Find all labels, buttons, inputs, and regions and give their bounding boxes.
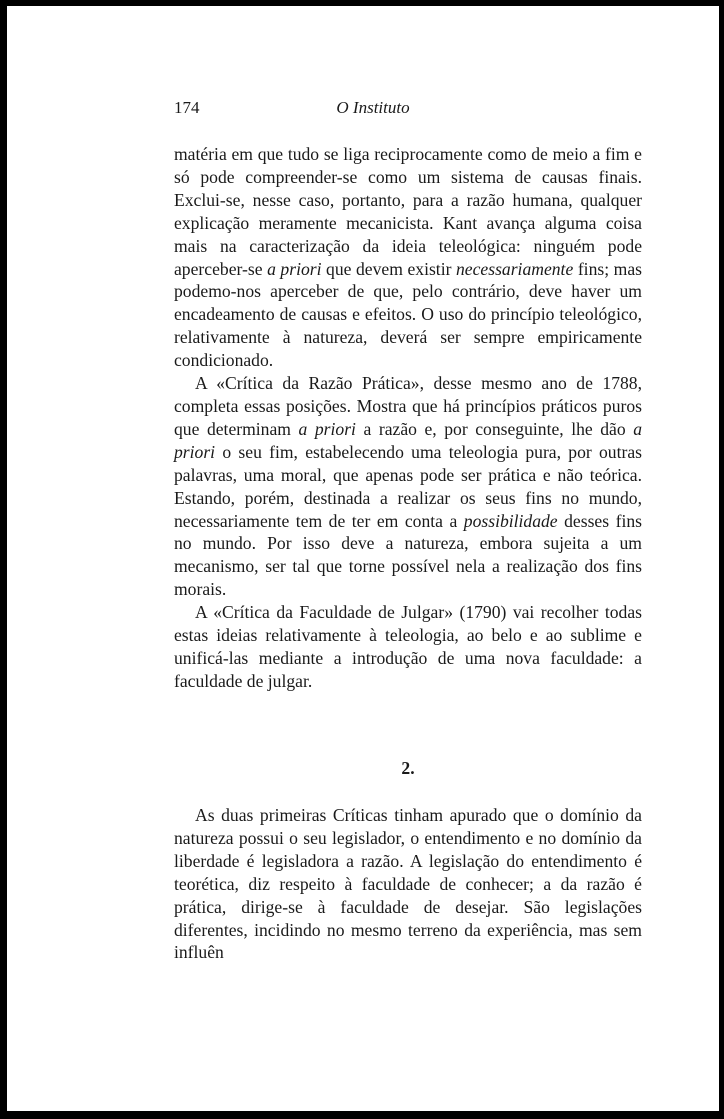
italic-phrase: a priori [298, 418, 356, 439]
section-2-body [174, 804, 642, 964]
text-run: As duas primeiras Críticas tinham apurado que o domínio da natureza possui o seu legislador, o entendimento e no domínio da liberdade é legisladora a razão. A legislação do entendimento é teorética, diz respeito à faculdade de conhecer; a da razão é prática, dirige-se à faculdade de desejar. São legislações diferentes, incidindo no mesmo terreno da experiência, mas sem influên [174, 805, 642, 963]
page-header [174, 98, 642, 122]
italic-phrase: possibilidade [463, 510, 558, 531]
italic-phrase: a priori [267, 258, 322, 279]
paragraph [174, 601, 642, 693]
section-number: 2. [401, 758, 415, 778]
italic-phrase: necessariamente [456, 258, 574, 279]
page-number: 174 [174, 98, 200, 117]
italic-phrase: a priori [174, 418, 643, 462]
section-1-body [174, 143, 642, 693]
text-run: que devem existir [321, 258, 456, 279]
running-head: O Instituto [336, 98, 410, 117]
paragraph [174, 372, 642, 601]
text-run: fins; mas podemo-nos aperceber de que, pelo contrário, deve haver um encadeamento de causas e efeitos. O uso do princípio teleológico, relativamente à natureza, deverá ser sempre empiricamente condicionado. [174, 258, 642, 371]
paragraph [174, 143, 642, 372]
text-run: desses fins no mundo. Por isso deve a natureza, embora sujeita a um mecanismo, ser tal que torne possível nela a realização dos fins morais. [174, 510, 642, 600]
paragraph [174, 804, 642, 964]
text-run: a razão e, por conseguinte, lhe dão [355, 418, 634, 439]
text-run: A «Crítica da Razão Prática», desse mesmo ano de 1788, completa essas posições. Mostra que há princípios práticos puros que determinam [174, 373, 642, 439]
text-run: matéria em que tudo se liga reciprocamente como de meio a fim e só pode compreender-se como um sistema de causas finais. Exclui-se, nesse caso, portanto, para a razão humana, qualquer explicação meramente mecanicista. Kant avança alguma coisa mais na caracterização da ideia teleológica: ninguém pode aperceber-se [174, 144, 642, 279]
text-run: A «Crítica da Faculdade de Julgar» (1790) vai recolher todas estas ideias relativamente à teleologia, ao belo e ao sublime e unificá-las mediante a introdução de uma nova faculdade: a faculdade de julgar. [174, 602, 642, 691]
text-run: o seu fim, estabelecendo uma teleologia pura, por outras palavras, uma moral, que apenas pode ser prática e não teórica. Estando, porém, destinada a realizar os seus fins no mundo, necessariamente tem de ter em conta a [174, 441, 642, 531]
